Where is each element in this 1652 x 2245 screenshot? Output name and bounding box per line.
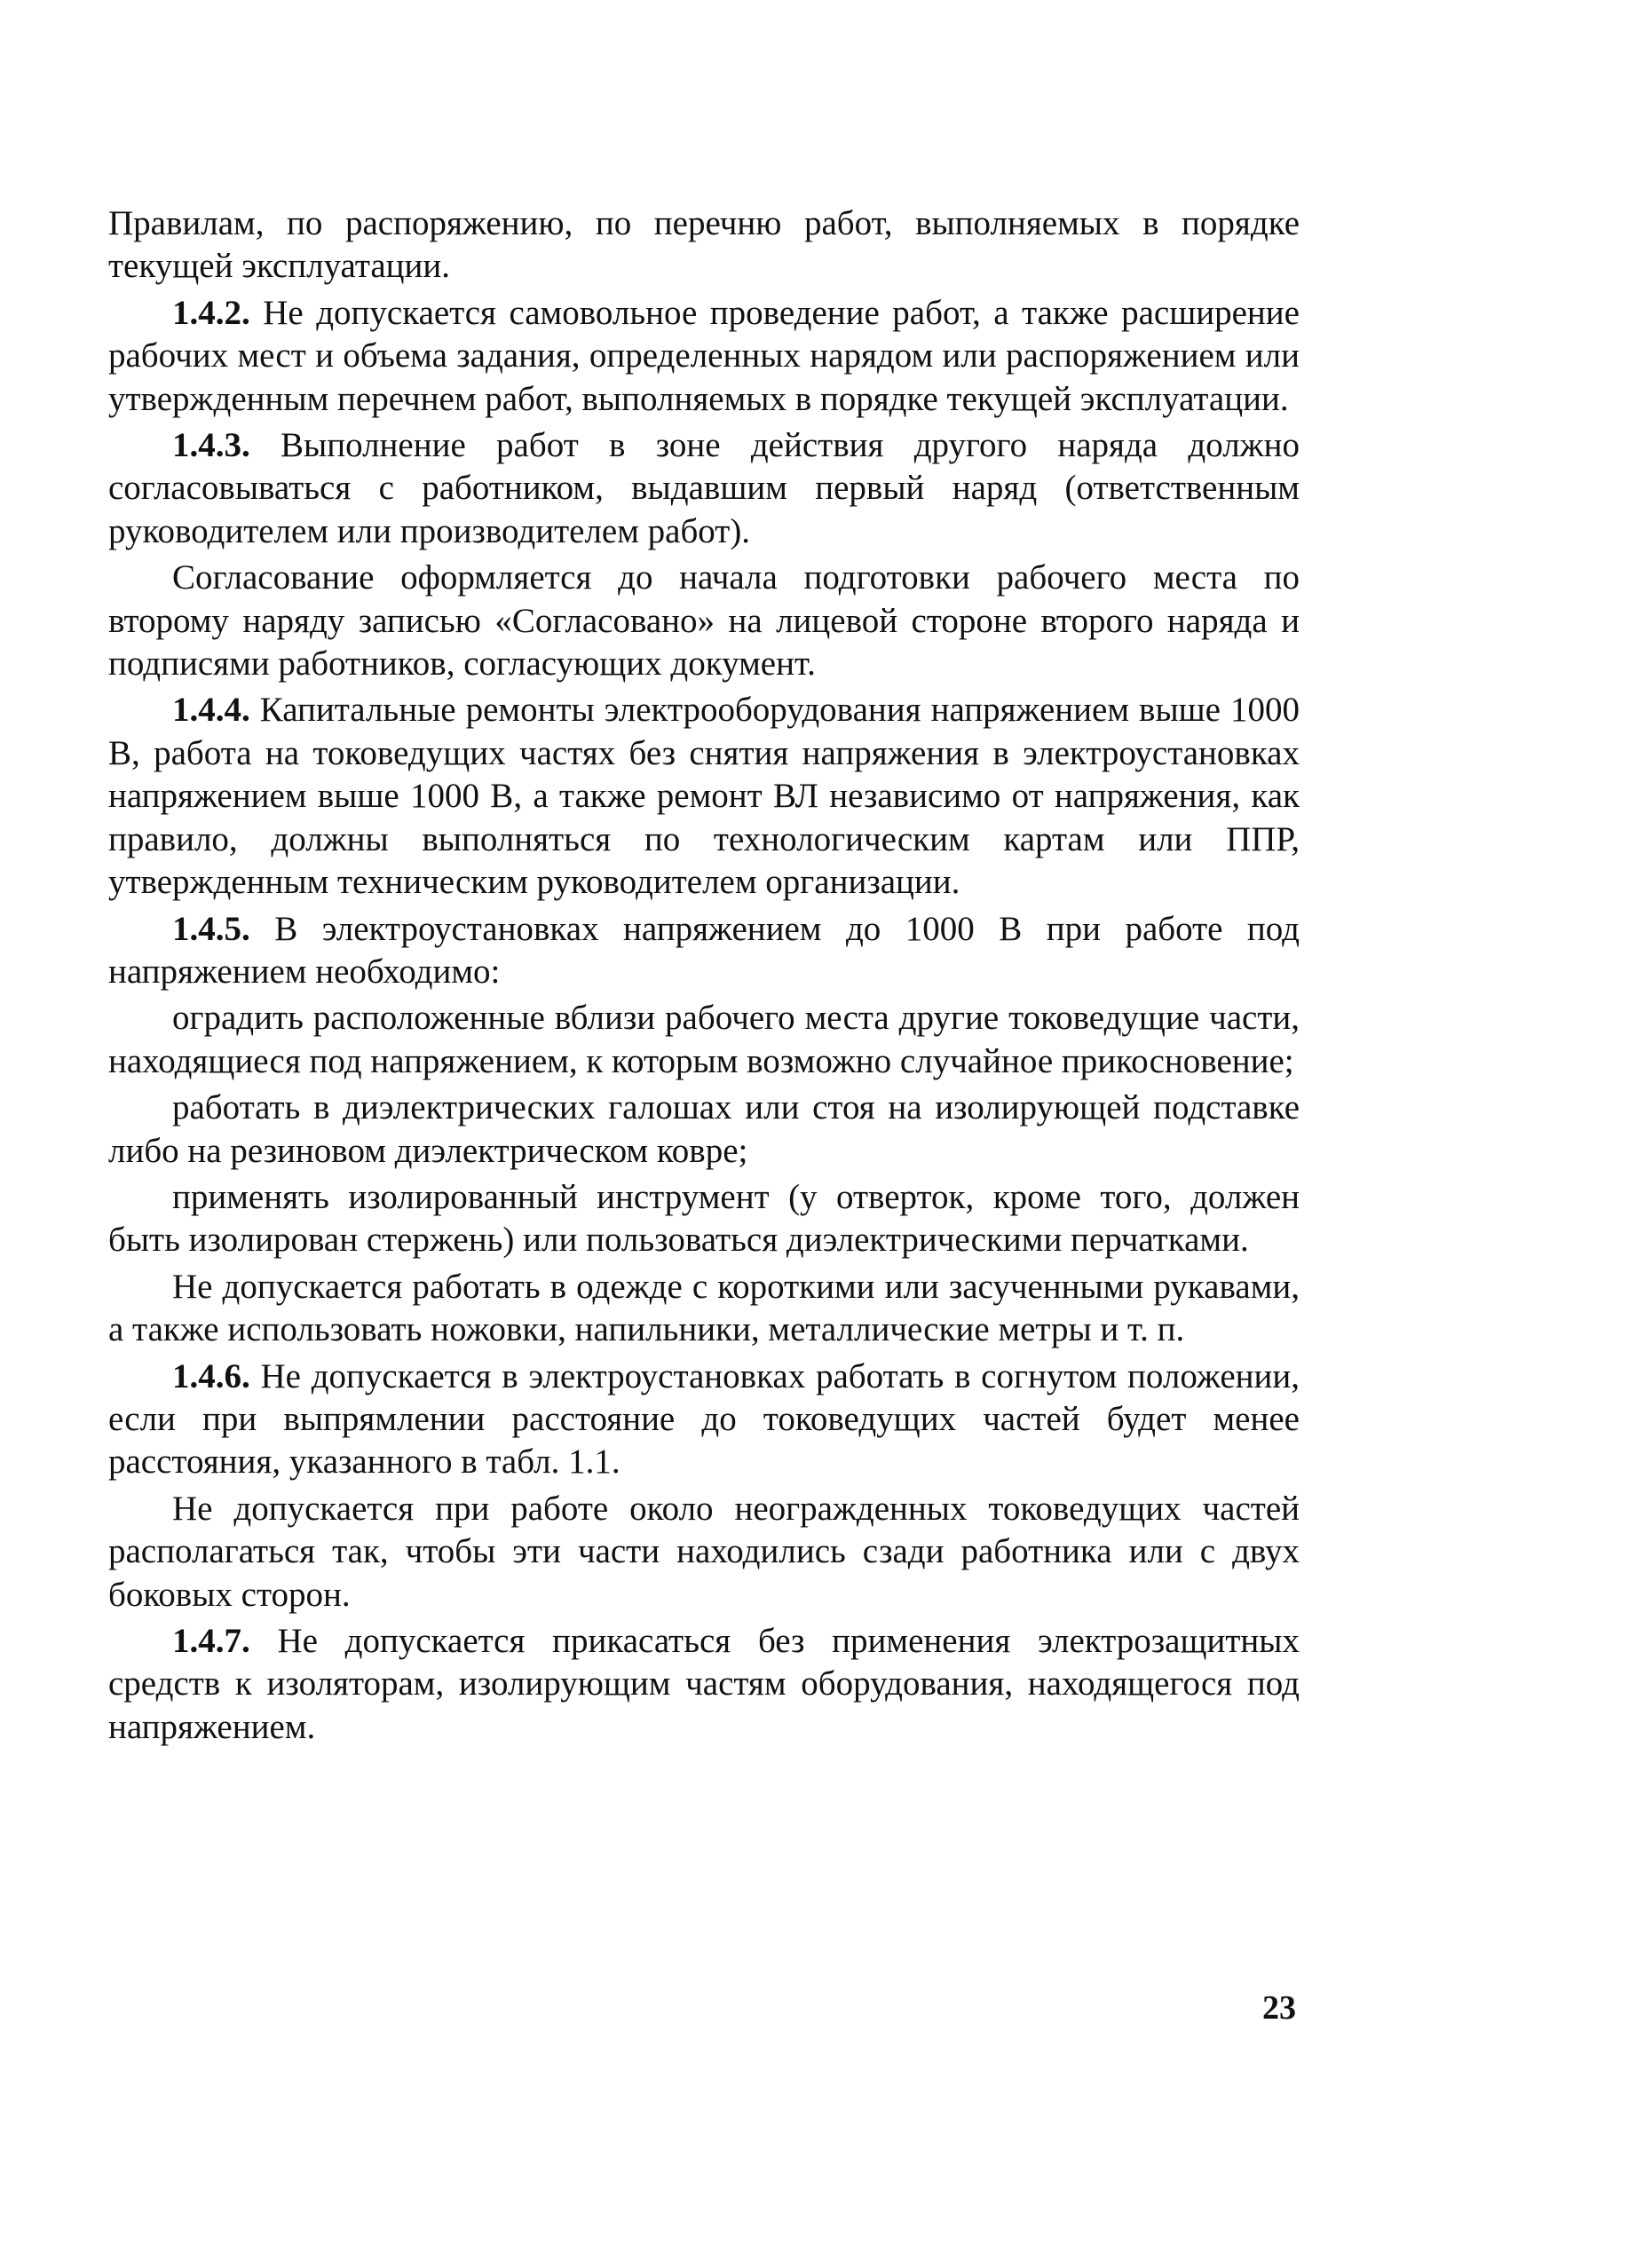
paragraph-1-4-4 bbox=[108, 689, 1300, 904]
paragraph-1-4-5 bbox=[108, 908, 1300, 994]
paragraph-continuation bbox=[108, 202, 1300, 289]
paragraph-text: В электроустановках напряжением до 1000 В при работе под напряжением необходимо: bbox=[108, 909, 1300, 991]
body-text bbox=[108, 202, 1300, 1752]
paragraph-text: оградить расположенные вблизи рабочего места другие токоведущие части, находящиеся под напряжением, к которым возможно случайное прикосновение; bbox=[108, 999, 1300, 1080]
list-item-fence bbox=[108, 997, 1300, 1083]
clause-number: 1.4.4. bbox=[172, 691, 250, 730]
paragraph-position bbox=[108, 1488, 1300, 1617]
paragraph-text: Не допускается самовольное проведение работ, а также расширение рабочих мест и объема задания, определенных нарядом или распоряжением или утвержденным перечнем работ, выполняемых в порядке текущей эксплуатации. bbox=[108, 293, 1300, 418]
paragraph-text: применять изолированный инструмент (у отверток, кроме того, должен быть изолирован стержень) или пользоваться диэлектрическими перчатками. bbox=[108, 1177, 1300, 1260]
paragraph-text: Не допускается в электроустановках работать в согнутом положении, если при выпрямлении расстояние до токоведущих частей будет менее расстояния, указанного в табл. 1.1. bbox=[108, 1356, 1300, 1482]
paragraph-text: Не допускается при работе около неогражденных токоведущих частей располагаться так, чтобы эти части находились сзади работника или с двух боковых сторон. bbox=[108, 1489, 1300, 1614]
paragraph-text: работать в диэлектрических галошах или стоя на изолирующей подставке либо на резиновом диэлектрическом коврe; bbox=[108, 1088, 1300, 1170]
clause-number: 1.4.6. bbox=[172, 1356, 250, 1395]
paragraph-text: Не допускается работать в одежде с короткими или засученными рукавами, а также использовать ножовки, напильники, металлические метры и т. п. bbox=[108, 1267, 1300, 1349]
paragraph-text: Согласование оформляется до начала подготовки рабочего места по второму наряду записью «Согласовано» на лицевой стороне второго наряда и подписями работников, согласующих документ. bbox=[108, 558, 1300, 684]
list-item-galoshes bbox=[108, 1087, 1300, 1173]
page-number: 23 bbox=[1262, 1989, 1296, 2027]
clause-number: 1.4.2. bbox=[172, 293, 250, 332]
clause-number: 1.4.3. bbox=[172, 426, 250, 465]
paragraph-agreement bbox=[108, 557, 1300, 685]
paragraph-1-4-6 bbox=[108, 1356, 1300, 1484]
paragraph-1-4-3 bbox=[108, 424, 1300, 553]
paragraph-1-4-7 bbox=[108, 1620, 1300, 1749]
list-item-tools bbox=[108, 1176, 1300, 1262]
paragraph-1-4-2 bbox=[108, 292, 1300, 421]
paragraph-text: Правилам, по распоряжению, по перечню работ, выполняемых в порядке текущей эксплуатации. bbox=[108, 204, 1300, 286]
paragraph-text: Капитальные ремонты электрооборудования напряжением выше 1000 В, работа на токоведущих частях без снятия напряжения в электроустановках напряжением выше 1000 В, а также ремонт ВЛ независимо от напряжения, как правило, должны выполняться по технологическим картам или ППР, утвержденным техническим руководителем организации. bbox=[108, 691, 1300, 902]
paragraph-clothing bbox=[108, 1266, 1300, 1352]
clause-number: 1.4.7. bbox=[172, 1622, 250, 1660]
paragraph-text: Выполнение работ в зоне действия другого наряда должно согласовываться с работником, выдавшим первый наряд (ответственным руководителем или производителем работ). bbox=[108, 426, 1300, 550]
clause-number: 1.4.5. bbox=[172, 909, 250, 948]
paragraph-text: Не допускается прикасаться без применения электрозащитных средств к изоляторам, изолирующим частям оборудования, находящегося под напряжением. bbox=[108, 1622, 1300, 1746]
